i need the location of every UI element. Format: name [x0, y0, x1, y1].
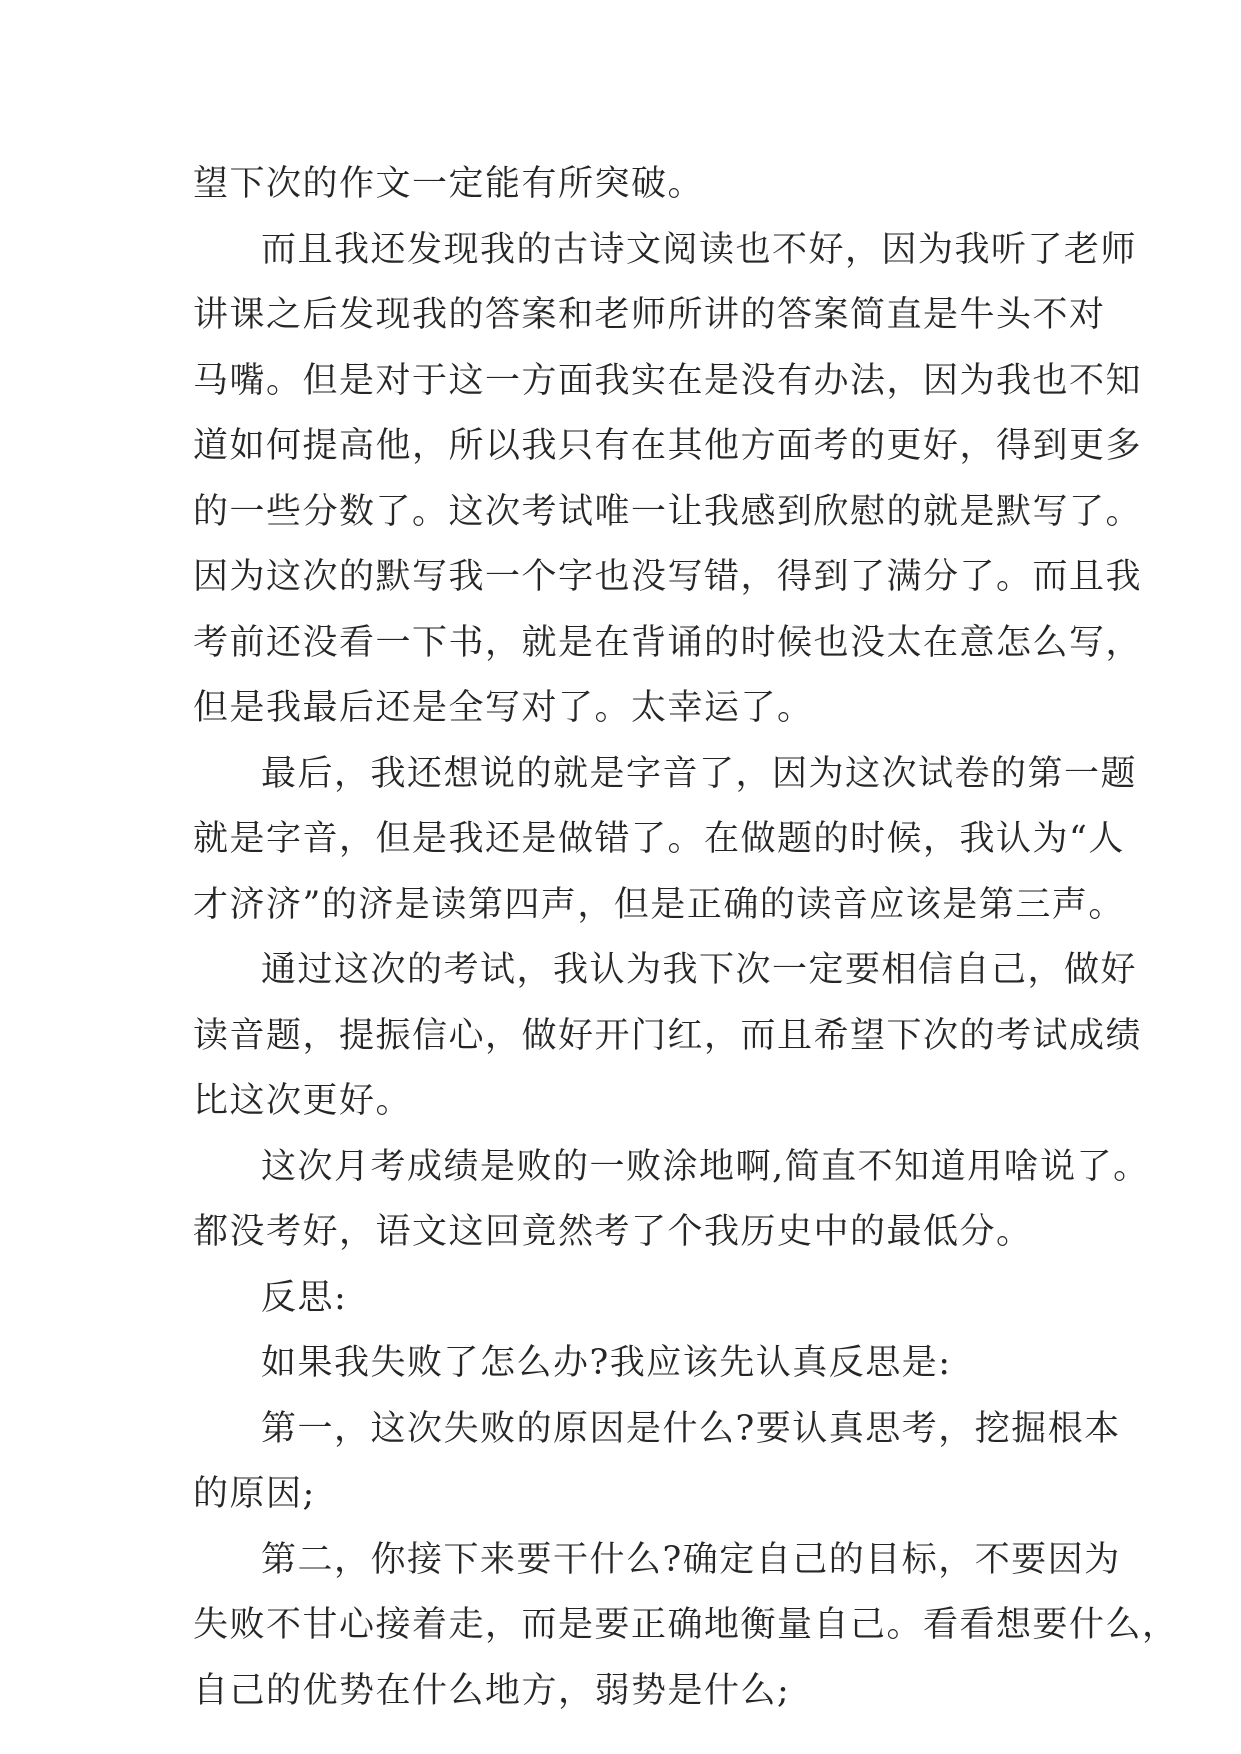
text-line: 的一些分数了。这次考试唯一让我感到欣慰的就是默写了。	[193, 491, 1143, 532]
paragraph-first-line: 这次月考成绩是败的一败涂地啊,简直不知道用啥说了。	[261, 1146, 1150, 1187]
text-line: 失败不甘心接着走，而是要正确地衡量自己。看看想要什么，	[193, 1605, 1179, 1645]
text-line: 道如何提高他，所以我只有在其他方面考的更好，得到更多	[193, 426, 1143, 466]
text-line: 就是字音，但是我还是做错了。在做题的时候，我认为“人	[193, 819, 1125, 859]
text-line: 比这次更好。	[193, 1081, 413, 1121]
text-line: 才济济”的济是读第四声，但是正确的读音应该是第三声。	[193, 884, 1125, 925]
text-line: 自己的优势在什么地方，弱势是什么;	[193, 1670, 791, 1711]
text-line: 的原因;	[193, 1474, 316, 1514]
text-line: 马嘴。但是对于这一方面我实在是没有办法，因为我也不知	[193, 360, 1143, 401]
paragraph-first-line: 而且我还发现我的古诗文阅读也不好，因为我听了老师	[261, 229, 1138, 270]
text-line: 但是我最后还是全写对了。太幸运了。	[193, 688, 814, 728]
paragraph-first-line: 如果我失败了怎么办?我应该先认真反思是:	[261, 1343, 952, 1383]
paragraph-first-line: 反思:	[261, 1277, 348, 1318]
text-line: 讲课之后发现我的答案和老师所讲的答案简直是牛头不对	[193, 295, 1106, 335]
text-line: 考前还没看一下书，就是在背诵的时候也没太在意怎么写，	[193, 622, 1143, 663]
text-line: 望下次的作文一定能有所突破。	[193, 164, 705, 204]
text-line: 都没考好，语文这回竟然考了个我历史中的最低分。	[193, 1212, 1033, 1252]
paragraph-first-line: 最后，我还想说的就是字音了，因为这次试卷的第一题	[261, 753, 1138, 794]
text-line: 读音题，提振信心，做好开门红，而且希望下次的考试成绩	[193, 1015, 1143, 1056]
text-line: 因为这次的默写我一个字也没写错，得到了满分了。而且我	[193, 557, 1143, 597]
paragraph-first-line: 通过这次的考试，我认为我下次一定要相信自己，做好	[261, 950, 1138, 990]
document-body	[193, 152, 1179, 1724]
paragraph-first-line: 第二，你接下来要干什么?确定自己的目标，不要因为	[261, 1539, 1121, 1580]
paragraph-first-line: 第一，这次失败的原因是什么?要认真思考，挖掘根本	[261, 1408, 1121, 1449]
